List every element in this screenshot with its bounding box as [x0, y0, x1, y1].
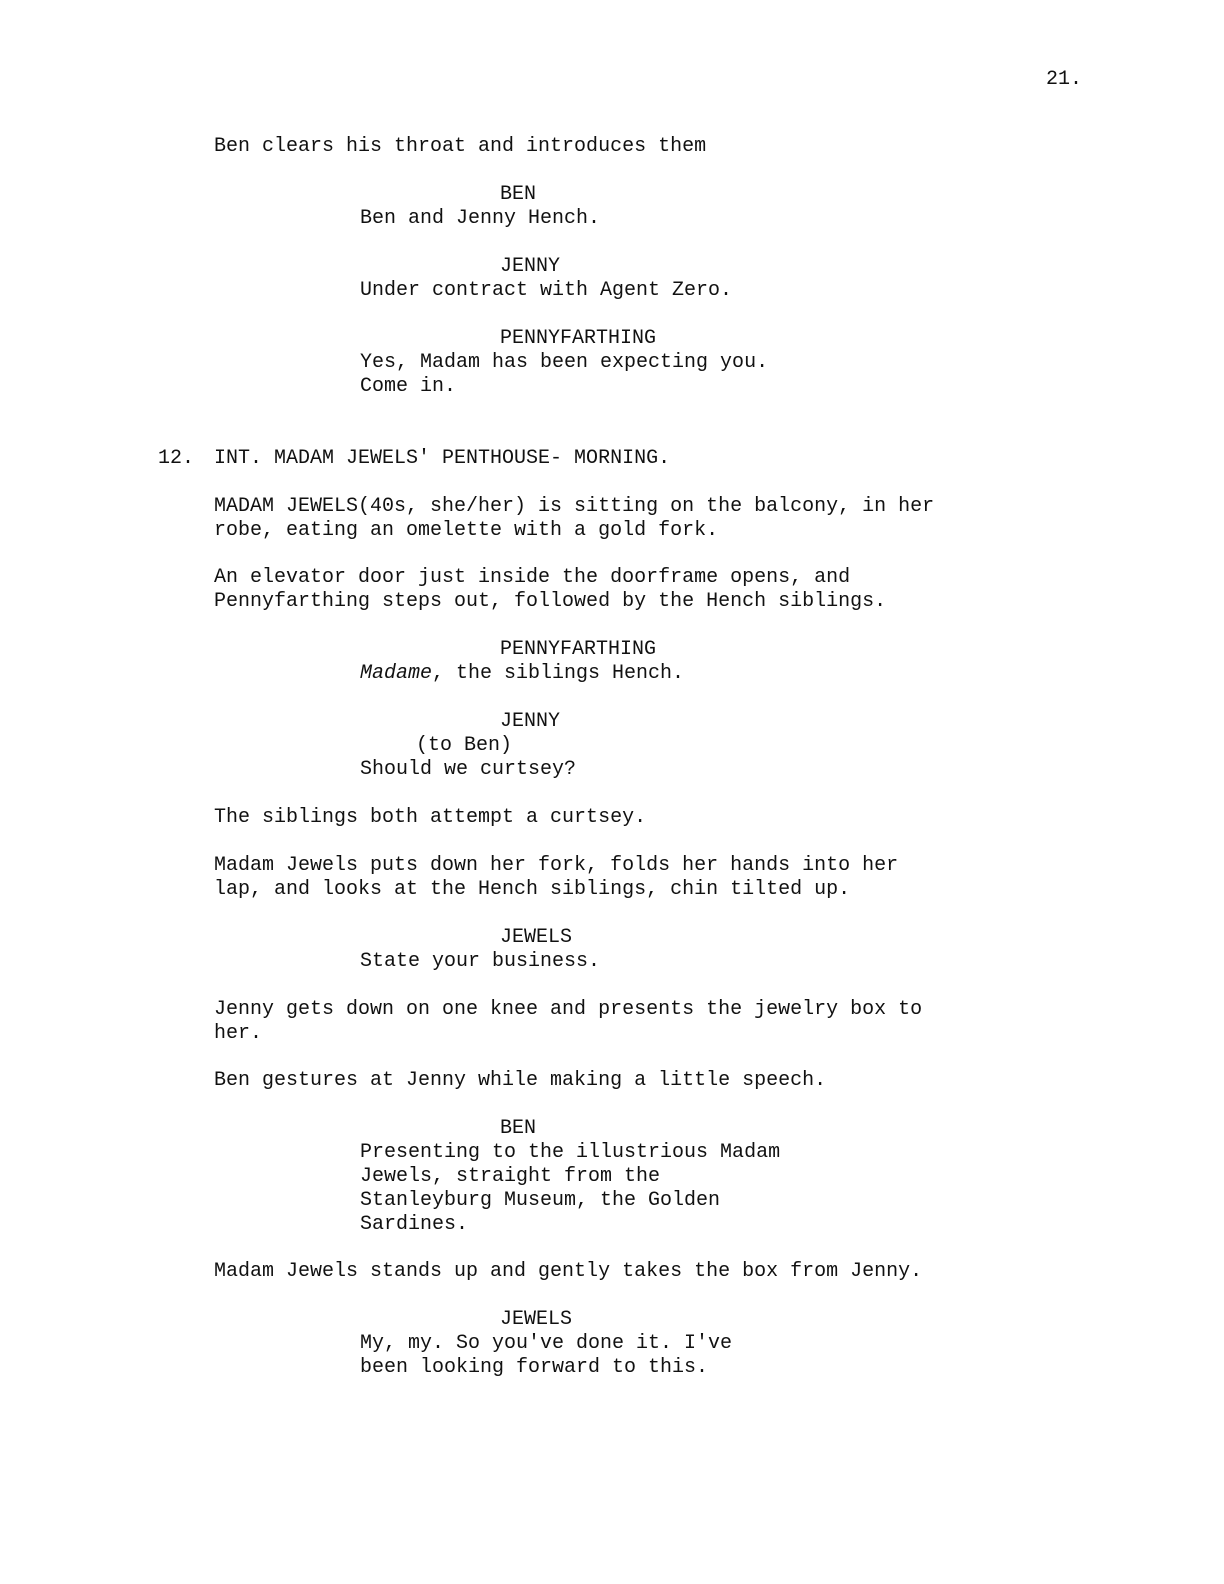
action-line: Pennyfarthing steps out, followed by the Hench siblings.: [214, 590, 887, 613]
character-name: JEWELS: [500, 1308, 573, 1331]
action-line: lap, and looks at the Hench siblings, chin tilted up.: [214, 878, 851, 901]
dialogue-line: been looking forward to this.: [360, 1356, 709, 1379]
action-line: robe, eating an omelette with a gold fork.: [214, 519, 719, 542]
parenthetical: (to Ben): [416, 734, 513, 757]
dialogue-line: Jewels, straight from the: [360, 1165, 661, 1188]
dialogue-text: , the siblings Hench.: [432, 662, 685, 685]
dialogue-line: Sardines.: [360, 1213, 469, 1236]
action-line: her.: [214, 1022, 263, 1045]
character-name: PENNYFARTHING: [500, 638, 657, 661]
dialogue-line: State your business.: [360, 950, 601, 973]
dialogue-line: Under contract with Agent Zero.: [360, 279, 733, 302]
action-line: Ben clears his throat and introduces them: [214, 135, 707, 158]
action-line: Madam Jewels puts down her fork, folds her hands into her: [214, 854, 899, 877]
dialogue-italic-word: Madame: [360, 662, 433, 685]
dialogue-line: Yes, Madam has been expecting you.: [360, 351, 769, 374]
action-line: Jenny gets down on one knee and presents the jewelry box to: [214, 998, 923, 1021]
character-name: JEWELS: [500, 926, 573, 949]
character-name: JENNY: [500, 710, 561, 733]
dialogue-line: Stanleyburg Museum, the Golden: [360, 1189, 721, 1212]
scene-number: 12.: [158, 447, 195, 470]
action-line: An elevator door just inside the doorframe opens, and: [214, 566, 851, 589]
action-line: MADAM JEWELS(40s, she/her) is sitting on the balcony, in her: [214, 495, 935, 518]
page-number: 21.: [1046, 68, 1083, 91]
dialogue-line: Ben and Jenny Hench.: [360, 207, 601, 230]
character-name: PENNYFARTHING: [500, 327, 657, 350]
character-name: BEN: [500, 1117, 537, 1140]
dialogue-line: My, my. So you've done it. I've: [360, 1332, 733, 1355]
scene-heading: INT. MADAM JEWELS' PENTHOUSE- MORNING.: [214, 447, 671, 470]
dialogue-line: Should we curtsey?: [360, 758, 577, 781]
dialogue-line: [360, 662, 684, 686]
action-line: Madam Jewels stands up and gently takes the box from Jenny.: [214, 1260, 923, 1283]
action-line: The siblings both attempt a curtsey.: [214, 806, 647, 829]
character-name: JENNY: [500, 255, 561, 278]
dialogue-line: Presenting to the illustrious Madam: [360, 1141, 781, 1164]
character-name: BEN: [500, 183, 537, 206]
action-line: Ben gestures at Jenny while making a little speech.: [214, 1069, 827, 1092]
dialogue-line: Come in.: [360, 375, 457, 398]
